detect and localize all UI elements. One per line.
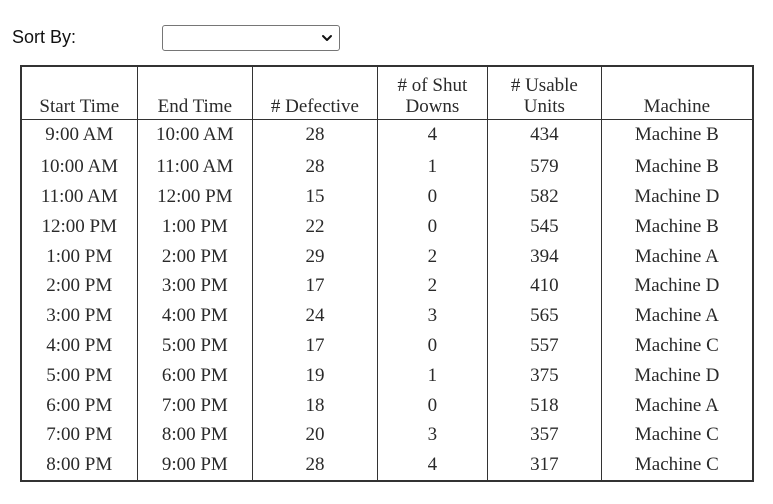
chevron-down-icon	[321, 33, 333, 43]
cell-end-time: 4:00 PM	[137, 301, 253, 331]
cell-shut-downs: 0	[377, 182, 487, 212]
production-table	[20, 65, 754, 482]
cell-shut-downs: 4	[377, 120, 487, 150]
cell-start-time: 3:00 PM	[21, 301, 137, 331]
cell-start-time: 5:00 PM	[21, 360, 137, 390]
cell-shut-downs: 0	[377, 331, 487, 361]
header-shut-downs	[377, 66, 487, 120]
cell-defective: 15	[253, 182, 378, 212]
cell-defective: 20	[253, 420, 378, 450]
cell-machine: Machine B	[601, 211, 753, 241]
cell-end-time: 1:00 PM	[137, 211, 253, 241]
header-usable-units-line1: # Usable	[510, 75, 578, 96]
cell-start-time: 4:00 PM	[21, 331, 137, 361]
cell-usable-units: 518	[487, 390, 601, 420]
table-row	[21, 390, 753, 420]
cell-end-time: 12:00 PM	[137, 182, 253, 212]
cell-defective: 28	[253, 450, 378, 481]
cell-start-time: 2:00 PM	[21, 271, 137, 301]
header-shut-downs-line1: # of Shut	[397, 75, 468, 96]
cell-start-time: 11:00 AM	[21, 182, 137, 212]
cell-shut-downs: 4	[377, 450, 487, 481]
table-row	[21, 182, 753, 212]
cell-end-time: 2:00 PM	[137, 241, 253, 271]
table-row	[21, 271, 753, 301]
cell-end-time: 8:00 PM	[137, 420, 253, 450]
cell-usable-units: 545	[487, 211, 601, 241]
table-row	[21, 150, 753, 182]
cell-defective: 28	[253, 150, 378, 182]
table-row	[21, 331, 753, 361]
cell-end-time: 11:00 AM	[137, 150, 253, 182]
cell-shut-downs: 0	[377, 211, 487, 241]
cell-shut-downs: 1	[377, 360, 487, 390]
cell-machine: Machine D	[601, 182, 753, 212]
cell-defective: 28	[253, 120, 378, 150]
table-row	[21, 211, 753, 241]
table-row	[21, 420, 753, 450]
cell-shut-downs: 2	[377, 241, 487, 271]
header-machine: Machine	[601, 66, 753, 120]
header-shut-downs-line2: Downs	[405, 96, 460, 117]
header-start-time: Start Time	[21, 66, 137, 120]
cell-machine: Machine C	[601, 331, 753, 361]
sort-by-select[interactable]	[162, 25, 340, 51]
cell-start-time: 7:00 PM	[21, 420, 137, 450]
cell-start-time: 1:00 PM	[21, 241, 137, 271]
cell-defective: 29	[253, 241, 378, 271]
cell-end-time: 5:00 PM	[137, 331, 253, 361]
cell-end-time: 7:00 PM	[137, 390, 253, 420]
cell-shut-downs: 2	[377, 271, 487, 301]
cell-machine: Machine A	[601, 301, 753, 331]
header-usable-units	[487, 66, 601, 120]
cell-start-time: 8:00 PM	[21, 450, 137, 481]
table-row	[21, 301, 753, 331]
table-header-row	[21, 66, 753, 120]
cell-defective: 19	[253, 360, 378, 390]
cell-machine: Machine C	[601, 450, 753, 481]
cell-usable-units: 410	[487, 271, 601, 301]
cell-start-time: 6:00 PM	[21, 390, 137, 420]
cell-shut-downs: 1	[377, 150, 487, 182]
cell-start-time: 12:00 PM	[21, 211, 137, 241]
header-usable-units-line2: Units	[523, 96, 565, 117]
table-row	[21, 450, 753, 481]
table-row	[21, 120, 753, 150]
cell-machine: Machine C	[601, 420, 753, 450]
table-row	[21, 241, 753, 271]
cell-end-time: 10:00 AM	[137, 120, 253, 150]
cell-usable-units: 394	[487, 241, 601, 271]
cell-usable-units: 375	[487, 360, 601, 390]
cell-defective: 17	[253, 331, 378, 361]
cell-end-time: 6:00 PM	[137, 360, 253, 390]
cell-machine: Machine B	[601, 150, 753, 182]
cell-defective: 22	[253, 211, 378, 241]
cell-usable-units: 582	[487, 182, 601, 212]
cell-machine: Machine A	[601, 390, 753, 420]
cell-usable-units: 579	[487, 150, 601, 182]
cell-usable-units: 317	[487, 450, 601, 481]
cell-start-time: 10:00 AM	[21, 150, 137, 182]
cell-machine: Machine D	[601, 271, 753, 301]
cell-shut-downs: 0	[377, 390, 487, 420]
cell-usable-units: 557	[487, 331, 601, 361]
cell-machine: Machine D	[601, 360, 753, 390]
sort-by-label: Sort By:	[12, 27, 77, 47]
cell-usable-units: 434	[487, 120, 601, 150]
table-row	[21, 360, 753, 390]
header-defective: # Defective	[253, 66, 378, 120]
table-body	[21, 120, 753, 481]
cell-defective: 17	[253, 271, 378, 301]
cell-start-time: 9:00 AM	[21, 120, 137, 150]
header-end-time: End Time	[137, 66, 253, 120]
cell-machine: Machine B	[601, 120, 753, 150]
cell-defective: 18	[253, 390, 378, 420]
cell-shut-downs: 3	[377, 301, 487, 331]
cell-end-time: 3:00 PM	[137, 271, 253, 301]
cell-shut-downs: 3	[377, 420, 487, 450]
cell-usable-units: 357	[487, 420, 601, 450]
cell-machine: Machine A	[601, 241, 753, 271]
cell-defective: 24	[253, 301, 378, 331]
cell-usable-units: 565	[487, 301, 601, 331]
cell-end-time: 9:00 PM	[137, 450, 253, 481]
